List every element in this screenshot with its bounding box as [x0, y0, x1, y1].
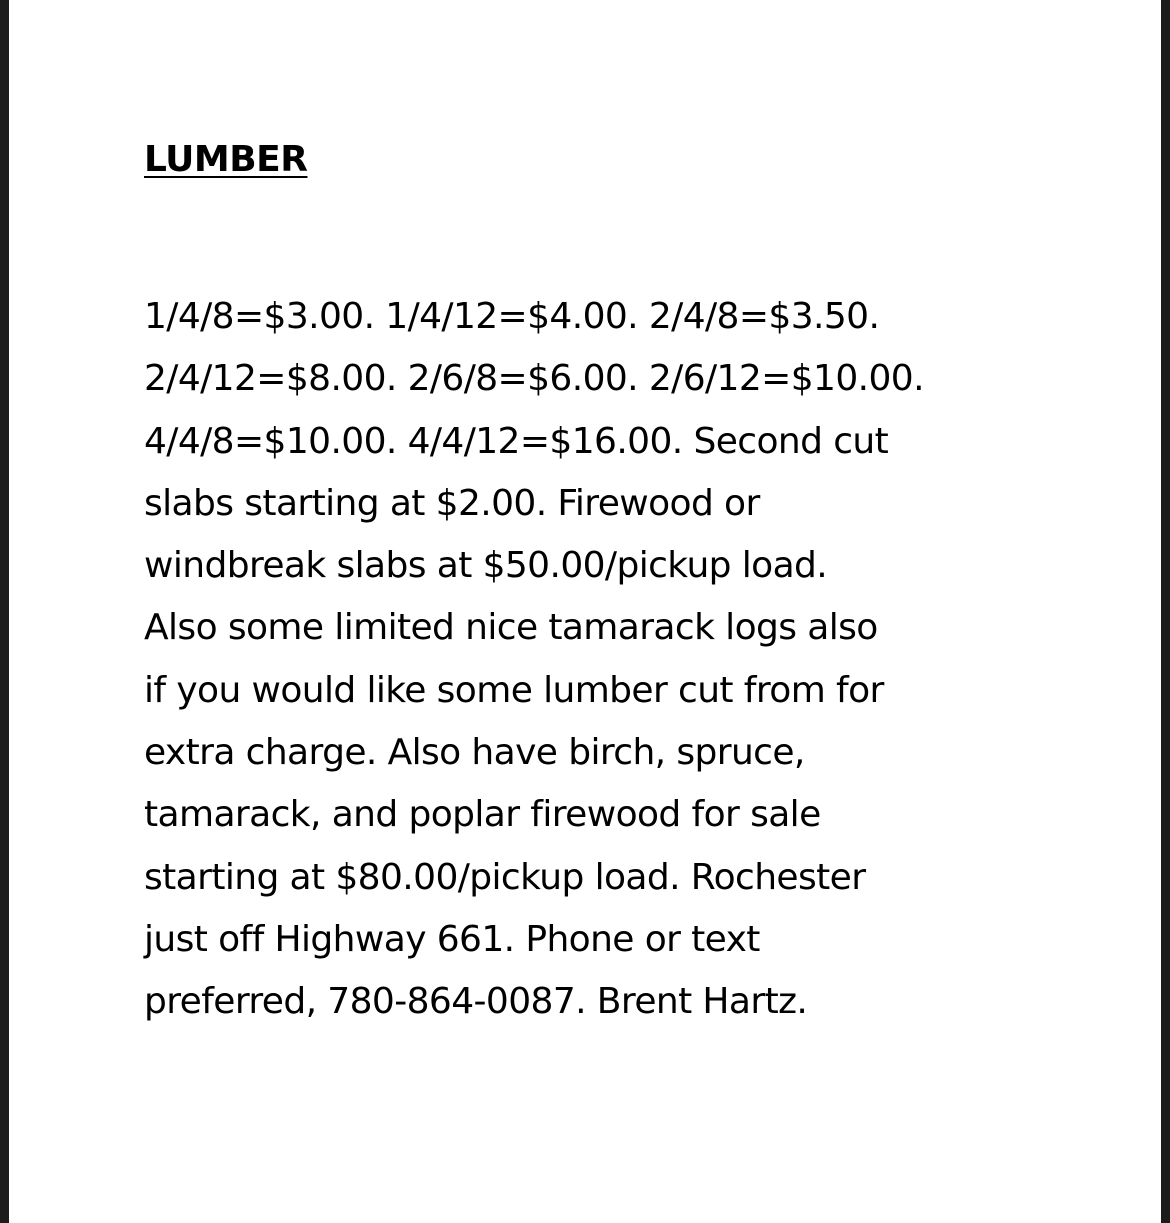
text-line: Also some limited nice tamarack logs also — [144, 607, 878, 649]
text-line: slabs starting at $2.00. Firewood or — [144, 482, 760, 524]
listing-text — [144, 286, 1044, 1034]
document-page — [9, 0, 1161, 1223]
document-title: LUMBER — [144, 139, 308, 180]
text-line: if you would like some lumber cut from for — [144, 669, 884, 711]
text-line: 4/4/8=$10.00. 4/4/12=$16.00. Second cut — [144, 420, 889, 462]
text-line: tamarack, and poplar firewood for sale — [144, 794, 821, 836]
text-line: windbreak slabs at $50.00/pickup load. — [144, 545, 828, 587]
text-line: starting at $80.00/pickup load. Rochester — [144, 856, 866, 898]
text-line: extra charge. Also have birch, spruce, — [144, 732, 805, 774]
text-line: just off Highway 661. Phone or text — [144, 918, 760, 960]
text-line: preferred, 780-864-0087. Brent Hartz. — [144, 981, 808, 1023]
text-line: 2/4/12=$8.00. 2/6/8=$6.00. 2/6/12=$10.00. — [144, 358, 924, 400]
text-line: 1/4/8=$3.00. 1/4/12=$4.00. 2/4/8=$3.50. — [144, 296, 880, 337]
